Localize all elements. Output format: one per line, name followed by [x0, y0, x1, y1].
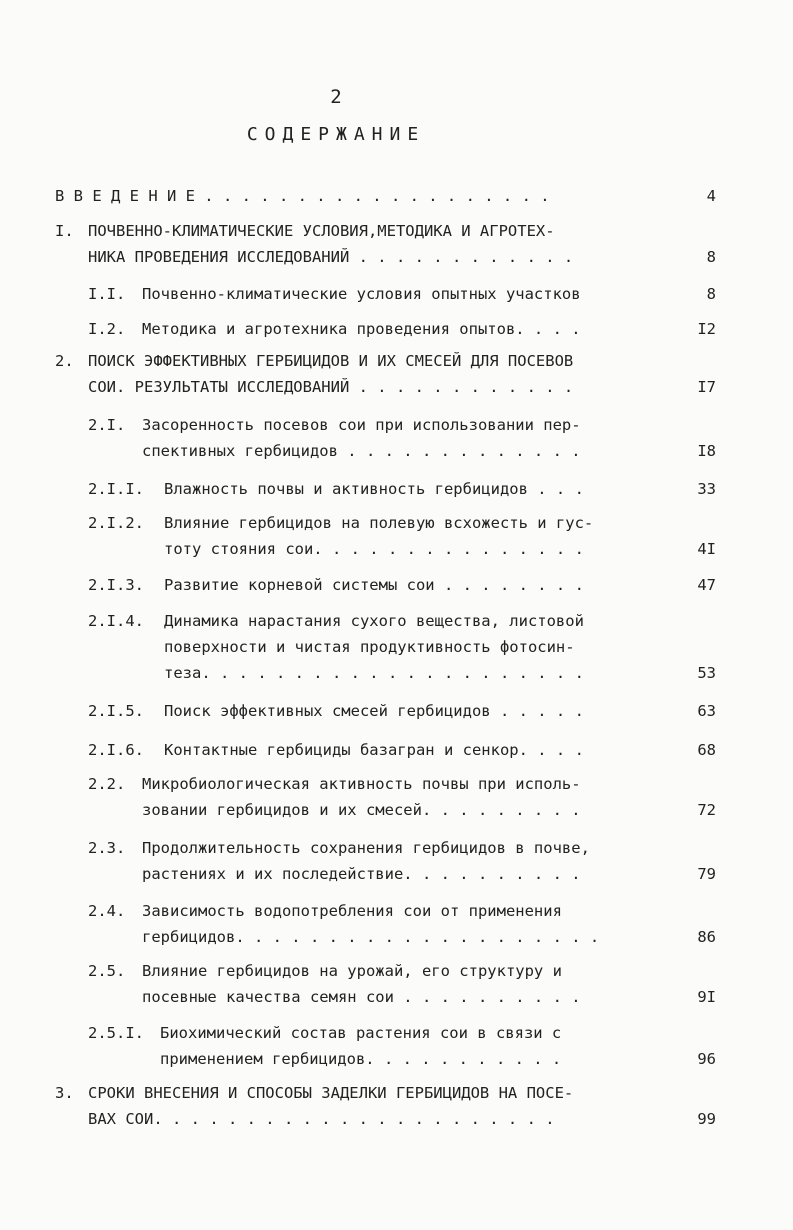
toc-entry-number: 3.	[55, 1084, 74, 1102]
toc-entry	[0, 608, 793, 686]
toc-entry-number: 2.I.4.	[88, 612, 144, 630]
toc-entry-page: 53	[697, 664, 716, 682]
toc-entry-page: 79	[697, 865, 716, 883]
toc-entry-text: Зависимость водопотребления сои от применения	[142, 902, 562, 920]
toc-entry	[0, 771, 793, 823]
toc-entry-number: 2.I.6.	[88, 741, 144, 759]
toc-entry	[0, 412, 793, 464]
toc-entry-page: 68	[697, 741, 716, 759]
toc-entry-text: Микробиологическая активность почвы при исполь-	[142, 775, 581, 793]
toc-entry-page: 99	[697, 1110, 716, 1128]
toc-entry-text: Динамика нарастания сухого вещества, листовой	[164, 612, 584, 630]
toc-entry-text: применением гербицидов. . . . . . . . . . .	[160, 1050, 562, 1068]
toc-entry-text: Влажность почвы и активность гербицидов . . .	[164, 480, 584, 498]
toc-entry-page: I7	[697, 378, 716, 396]
toc-entry-text: Почвенно-климатические условия опытных участков	[142, 285, 581, 303]
toc-entry	[0, 898, 793, 950]
toc-entry-text: ПОИСК ЭФФЕКТИВНЫХ ГЕРБИЦИДОВ И ИХ СМЕСЕЙ ДЛЯ ПОСЕВОВ	[88, 352, 574, 370]
toc-entry-page: 9I	[697, 988, 716, 1006]
toc-entry-page: 8	[706, 285, 716, 303]
toc-entry	[0, 476, 793, 502]
toc-entry-number: 2.I.5.	[88, 702, 144, 720]
toc-entry-page: 8	[706, 248, 716, 266]
toc-entry-page: 47	[697, 576, 716, 594]
toc-entry-number: 2.3.	[88, 839, 126, 857]
toc-entry-text: тоту стояния сои. . . . . . . . . . . . . . .	[164, 540, 584, 558]
toc-entry-number: 2.5.	[88, 962, 126, 980]
toc-entry-page: I8	[697, 442, 716, 460]
toc-entry-text: СРОКИ ВНЕСЕНИЯ И СПОСОБЫ ЗАДЕЛКИ ГЕРБИЦИДОВ НА ПОСЕ-	[88, 1084, 574, 1102]
toc-entry-page: 4I	[697, 540, 716, 558]
toc-entry-text: Засоренность посевов сои при использовании пер-	[142, 416, 581, 434]
toc-entry-number: 2.5.I.	[88, 1024, 144, 1042]
toc-entry	[0, 183, 793, 209]
toc-entry-text: спективных гербицидов . . . . . . . . . . . . .	[142, 442, 581, 460]
toc-entry-text: зовании гербицидов и их смесей. . . . . . . . .	[142, 801, 581, 819]
toc-entry	[0, 281, 793, 307]
toc-entry-page: 72	[697, 801, 716, 819]
toc-entry-number: 2.	[55, 352, 74, 370]
toc-entry-number: 2.I.2.	[88, 514, 144, 532]
toc-entry-text: Влияние гербицидов на полевую всхожесть и гус-	[164, 514, 594, 532]
toc-entry-page: 4	[706, 187, 716, 205]
toc-entry	[0, 958, 793, 1010]
toc-entry-page: 63	[697, 702, 716, 720]
toc-entry-text: В В Е Д Е Н И Е . . . . . . . . . . . . . . . . . . .	[55, 187, 550, 205]
toc-entry-text: Методика и агротехника проведения опытов. . . .	[142, 320, 581, 338]
toc-entry-text: посевные качества семян сои . . . . . . . . . .	[142, 988, 581, 1006]
toc-entry-page: 96	[697, 1050, 716, 1068]
toc-entry-number: 2.2.	[88, 775, 126, 793]
toc-entry-number: 2.I.I.	[88, 480, 144, 498]
toc-entry-text: ПОЧВЕННО-КЛИМАТИЧЕСКИЕ УСЛОВИЯ,МЕТОДИКА И АГРОТЕХ-	[88, 222, 555, 240]
toc-entry-text: Биохимический состав растения сои в связи с	[160, 1024, 562, 1042]
page-title: СОДЕРЖАНИЕ	[246, 124, 426, 145]
page-number: 2	[330, 86, 342, 108]
toc-entry-number: I.2.	[88, 320, 126, 338]
toc-entry-text: Поиск эффективных смесей гербицидов . . . . .	[164, 702, 584, 720]
toc-entry-text: Развитие корневой системы сои . . . . . . . .	[164, 576, 584, 594]
toc-entry-text: Влияние гербицидов на урожай, его структуру и	[142, 962, 562, 980]
toc-entry-text: Продолжительность сохранения гербицидов в почве,	[142, 839, 590, 857]
toc-entry-text: теза. . . . . . . . . . . . . . . . . . . . .	[164, 664, 584, 682]
toc-entry	[0, 698, 793, 724]
toc-entry-text: растениях и их последействие. . . . . . . . . .	[142, 865, 581, 883]
toc-entry-page: I2	[697, 320, 716, 338]
toc-entry	[0, 348, 793, 400]
toc-entry-text: поверхности и чистая продуктивность фотосин-	[164, 638, 575, 656]
toc-entry	[0, 510, 793, 562]
toc-entry	[0, 835, 793, 887]
toc-entry	[0, 316, 793, 342]
toc-entry-page: 33	[697, 480, 716, 498]
toc-entry	[0, 737, 793, 763]
toc-entry-number: I.	[55, 222, 74, 240]
toc-entry-number: 2.4.	[88, 902, 126, 920]
toc-entry	[0, 1080, 793, 1132]
toc-entry-number: 2.I.	[88, 416, 126, 434]
toc-entry	[0, 572, 793, 598]
toc-entry-text: НИКА ПРОВЕДЕНИЯ ИССЛЕДОВАНИЙ . . . . . . . . . . . .	[88, 248, 574, 266]
toc-entry-text: СОИ. РЕЗУЛЬТАТЫ ИССЛЕДОВАНИЙ . . . . . . . . . . . .	[88, 378, 574, 396]
toc-entry	[0, 218, 793, 270]
toc-entry-number: 2.I.3.	[88, 576, 144, 594]
toc-entry	[0, 1020, 793, 1072]
toc-entry-number: I.I.	[88, 285, 126, 303]
toc-entry-text: ВАХ СОИ. . . . . . . . . . . . . . . . . . . . . .	[88, 1110, 555, 1128]
toc-entry-page: 86	[697, 928, 716, 946]
toc-entry-text: гербицидов. . . . . . . . . . . . . . . . . . . .	[142, 928, 600, 946]
toc-entry-text: Контактные гербициды базагран и сенкор. . . .	[164, 741, 584, 759]
